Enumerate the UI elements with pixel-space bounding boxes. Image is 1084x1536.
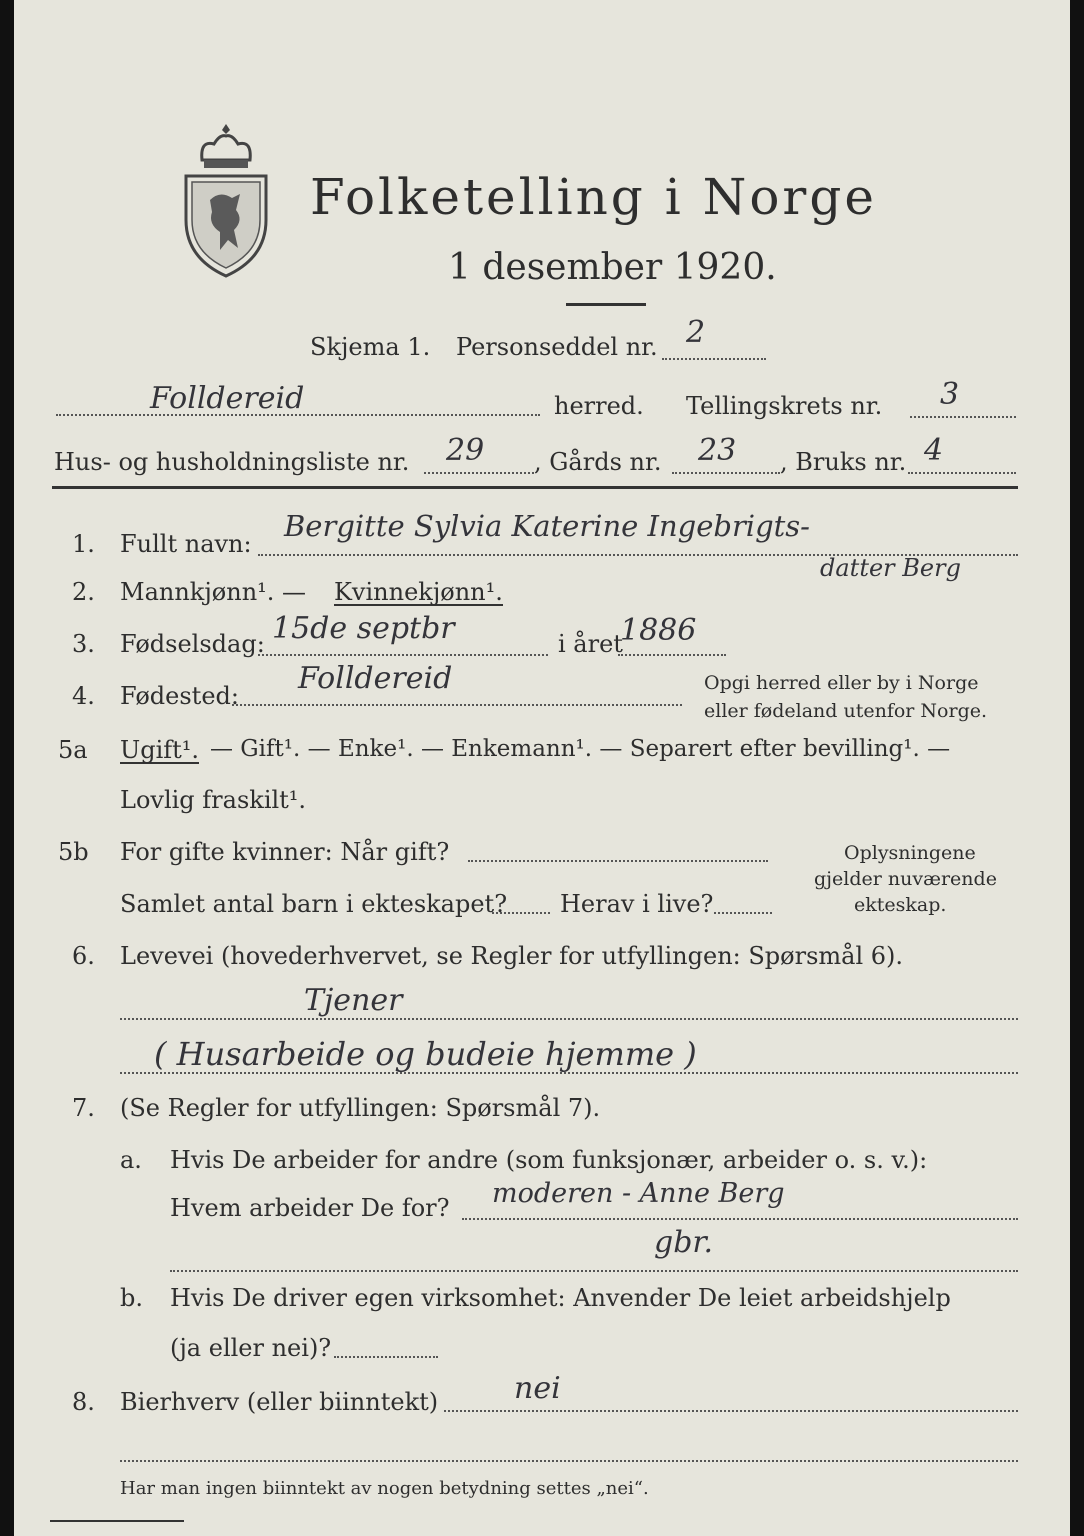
q7b-line xyxy=(334,1356,438,1358)
herred-value: Folldereid xyxy=(150,381,305,416)
title-divider xyxy=(566,303,646,306)
coat-of-arms-icon xyxy=(180,120,272,280)
bruks-line xyxy=(908,472,1016,474)
q5a-ugift-selected: Ugift¹. xyxy=(120,736,200,764)
census-date: 1 desember 1920. xyxy=(448,247,777,288)
q5b-note-line2: gjelder nuværende xyxy=(814,868,997,890)
q4-line xyxy=(232,704,682,706)
q2-male: Mannkjønn¹. — xyxy=(120,578,307,606)
gards-line xyxy=(672,472,780,474)
q3-label: Fødselsdag: xyxy=(120,630,265,658)
q1-label: Fullt navn: xyxy=(120,530,252,558)
personseddel-line xyxy=(662,358,766,360)
q8-number: 8. xyxy=(72,1388,95,1416)
hus-line xyxy=(424,472,534,474)
q2-number: 2. xyxy=(72,578,95,606)
q4-label: Fødested: xyxy=(120,682,239,710)
q1-value-line2: datter Berg xyxy=(820,554,961,582)
q5b-number: 5b xyxy=(58,838,89,866)
q2-female-selected: Kvinnekjønn¹. xyxy=(334,578,503,606)
q5b-children: Samlet antal barn i ekteskapet? xyxy=(120,890,508,918)
personseddel-label: Personseddel nr. xyxy=(456,333,658,361)
q8-value: nei xyxy=(514,1371,561,1406)
q6-number: 6. xyxy=(72,942,95,970)
bruks-value: 4 xyxy=(924,433,944,468)
q3-value: 15de septbr xyxy=(272,611,455,646)
q7a-line2 xyxy=(170,1270,1018,1272)
q7a-value2: gbr. xyxy=(654,1225,713,1260)
q4-note-line1: Opgi herred eller by i Norge xyxy=(704,672,979,694)
q5b-note-line1: Oplysningene xyxy=(844,842,976,864)
q5b-alive-line xyxy=(714,912,772,914)
personseddel-value: 2 xyxy=(686,315,706,350)
q3-year-line xyxy=(618,654,726,656)
q8-line2 xyxy=(120,1460,1018,1462)
q6-value-line2: ( Husarbeide og budeie hjemme ) xyxy=(154,1035,697,1073)
q3-number: 3. xyxy=(72,630,95,658)
q5b-note-line3: ekteskap. xyxy=(854,894,947,916)
q7a-letter: a. xyxy=(120,1146,142,1174)
q7-label: (Se Regler for utfyllingen: Spørsmål 7). xyxy=(120,1094,601,1122)
footer-rule-left xyxy=(50,1520,184,1522)
herred-label: herred. xyxy=(554,392,644,420)
q7b-text: Hvis De driver egen virksomhet: Anvender De leiet arbeidshjelp xyxy=(170,1284,951,1312)
q7a-line1 xyxy=(462,1218,1018,1220)
gards-label: , Gårds nr. xyxy=(534,448,662,476)
q6-line2 xyxy=(120,1072,1018,1074)
q7a-question: Hvem arbeider De for? xyxy=(170,1194,450,1222)
bruks-label: , Bruks nr. xyxy=(780,448,907,476)
hus-label: Hus- og husholdningsliste nr. xyxy=(54,448,410,476)
census-form xyxy=(14,0,1070,1536)
q6-value-line1: Tjener xyxy=(304,983,403,1018)
skjema-label: Skjema 1. xyxy=(310,333,431,361)
q5a-options: — Gift¹. — Enke¹. — Enkemann¹. — Separert efter bevilling¹. — xyxy=(210,736,951,762)
q8-label: Bierhverv (eller biinntekt) xyxy=(120,1388,439,1416)
q7a-text: Hvis De arbeider for andre (som funksjonær, arbeider o. s. v.): xyxy=(170,1146,928,1174)
q7b-letter: b. xyxy=(120,1284,143,1312)
header-rule xyxy=(52,486,1018,489)
q1-value-line1: Bergitte Sylvia Katerine Ingebrigts- xyxy=(284,509,810,543)
q3-year-label: i året xyxy=(558,630,623,658)
form-title: Folketelling i Norge xyxy=(310,168,877,226)
tellingskrets-line xyxy=(910,416,1016,418)
footer-note: Har man ingen biinntekt av nogen betydning settes „nei“. xyxy=(120,1478,649,1499)
q5b-when-married: For gifte kvinner: Når gift? xyxy=(120,838,450,866)
q6-line1 xyxy=(120,1018,1018,1020)
q7a-value: moderen - Anne Berg xyxy=(492,1178,785,1209)
q8-line1 xyxy=(444,1410,1018,1412)
q4-number: 4. xyxy=(72,682,95,710)
gards-value: 23 xyxy=(698,433,737,468)
q4-value: Folldereid xyxy=(298,661,453,696)
q7b-question: (ja eller nei)? xyxy=(170,1334,332,1362)
q7-number: 7. xyxy=(72,1094,95,1122)
q4-note-line2: eller fødeland utenfor Norge. xyxy=(704,700,988,722)
q1-number: 1. xyxy=(72,530,95,558)
hus-value: 29 xyxy=(446,433,485,468)
q3-year-value: 1886 xyxy=(620,613,697,648)
tellingskrets-value: 3 xyxy=(940,377,960,412)
q6-label: Levevei (hovederhvervet, se Regler for utfyllingen: Spørsmål 6). xyxy=(120,942,904,970)
q5a-number: 5a xyxy=(58,736,88,764)
q5a-line2: Lovlig fraskilt¹. xyxy=(120,786,307,814)
q3-line xyxy=(258,654,548,656)
q5b-when-line xyxy=(468,860,768,862)
tellingskrets-label: Tellingskrets nr. xyxy=(686,392,883,420)
q5b-alive: Herav i live? xyxy=(560,890,714,918)
q5b-children-line xyxy=(492,912,550,914)
